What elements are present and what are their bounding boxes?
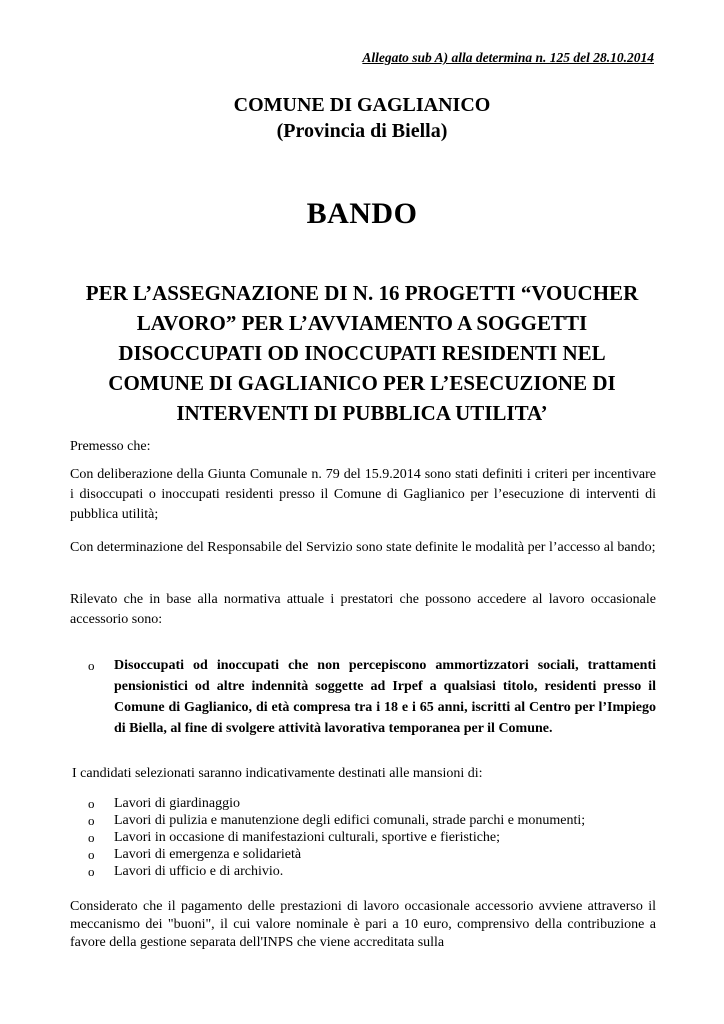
premesso-paragraph: Premesso che:	[70, 439, 151, 454]
bullet-icon: o	[88, 796, 95, 811]
title-line: PER L’ASSEGNAZIONE DI N. 16 PROGETTI “VOUCHER	[85, 281, 639, 305]
list-item	[88, 863, 656, 880]
list-item	[88, 812, 656, 829]
bullet-icon: o	[88, 658, 95, 673]
province-name: (Provincia di Biella)	[276, 120, 448, 142]
list-item	[88, 846, 656, 863]
considerato-paragraph: Considerato che il pagamento delle prestazioni di lavoro occasionale accessorio avviene attraverso il meccanismo dei "buoni", il cui valore nominale è pari a 10 euro, comprensivo della contribuzione a favore della gestione separata dell'INPS che viene accreditata sulla	[70, 899, 656, 950]
list-item	[88, 829, 656, 846]
requisiti-text: Disoccupati od inoccupati che non percepiscono ammortizzatori sociali, trattamenti pensionistici od altre indennità soggette ad Irpef a qualsiasi titolo, residenti presso il Comune di Gaglianico, di età compresa tra i 18 e i 65 anni, iscritti al Centro per l’Impiego di Biella, al fine di svolgere attività lavorativa temporanea per il Comune.	[114, 658, 656, 736]
allegato-reference: Allegato sub A) alla determina n. 125 del 28.10.2014	[362, 50, 654, 65]
list-item-text: Lavori in occasione di manifestazioni culturali, sportive e fieristiche;	[114, 830, 501, 845]
bullet-icon: o	[88, 830, 95, 845]
list-item-text: Lavori di emergenza e solidarietà	[114, 847, 302, 862]
bullet-icon: o	[88, 847, 95, 862]
list-item	[88, 795, 656, 812]
document-title	[60, 278, 664, 428]
title-line: DISOCCUPATI OD INOCCUPATI RESIDENTI NEL	[118, 341, 606, 365]
municipality-name: COMUNE DI GAGLIANICO	[233, 94, 491, 116]
title-line: INTERVENTI DI PUBBLICA UTILITA’	[176, 401, 548, 425]
bullet-icon: o	[88, 864, 95, 879]
list-item-text: Lavori di ufficio e di archivio.	[114, 864, 284, 879]
requisiti-list-item	[88, 655, 656, 739]
bullet-icon: o	[88, 813, 95, 828]
candidati-paragraph: I candidati selezionati saranno indicativamente destinati alle mansioni di:	[72, 766, 483, 781]
deliberazione-paragraph: Con deliberazione della Giunta Comunale n. 79 del 15.9.2014 sono stati definiti i criteri per incentivare i disoccupati o inoccupati residenti presso il Comune di Gaglianico per l’esecuzione di interventi di pubblica utilità;	[70, 467, 656, 522]
municipality-header	[0, 92, 724, 144]
rilevato-paragraph: Rilevato che in base alla normativa attuale i prestatori che possono accedere al lavoro occasionale accessorio sono:	[70, 592, 656, 627]
document-type-heading: BANDO	[306, 197, 418, 230]
title-line: COMUNE DI GAGLIANICO PER L’ESECUZIONE DI	[108, 371, 616, 395]
list-item-text: Lavori di pulizia e manutenzione degli edifici comunali, strade parchi e monumenti;	[114, 813, 586, 828]
determinazione-paragraph: Con determinazione del Responsabile del Servizio sono state definite le modalità per l’accesso al bando;	[70, 540, 656, 555]
title-line: LAVORO” PER L’AVVIAMENTO A SOGGETTI	[136, 311, 588, 335]
list-item-text: Lavori di giardinaggio	[114, 796, 240, 811]
mansioni-list	[88, 795, 656, 880]
